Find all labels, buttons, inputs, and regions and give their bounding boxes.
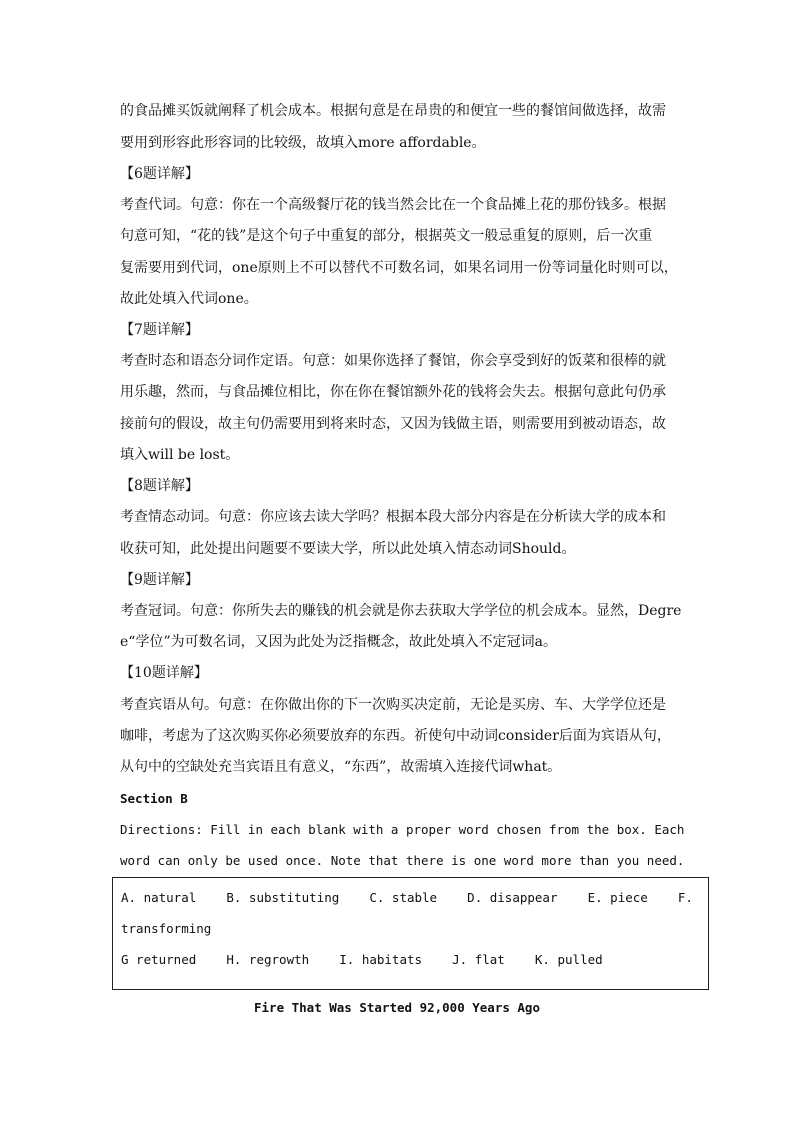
paragraph-line: 的食品摊买饭就阐释了机会成本。根据句意是在昂贵的和便宜一些的餐馆间做选择，故需: [120, 103, 666, 119]
question-9-heading: 【9题详解】: [120, 572, 199, 588]
paragraph-line: 填入will be lost。: [120, 447, 240, 463]
passage-title: Fire That Was Started 92,000 Years Ago: [254, 1000, 540, 1015]
word-box-line: G returned H. regrowth I. habitats J. flat K. pulled: [121, 952, 603, 967]
directions-line: Directions: Fill in each blank with a proper word chosen from the box. Each: [120, 822, 685, 837]
question-8-heading: 【8题详解】: [120, 478, 199, 494]
paragraph-line: 故此处填入代词one。: [120, 291, 258, 307]
paragraph-line: 句意可知，“花的钱”是这个句子中重复的部分，根据英文一般忌重复的原则，后一次重: [120, 228, 653, 244]
question-6-heading: 【6题详解】: [120, 166, 199, 182]
section-title: Section B: [120, 791, 188, 806]
paragraph-line: 考查代词。句意：你在一个高级餐厅花的钱当然会比在一个食品摊上花的那份钱多。根据: [120, 197, 666, 213]
paragraph-line: 收获可知，此处提出问题要不要读大学，所以此处填入情态动词Should。: [120, 541, 576, 557]
question-10-heading: 【10题详解】: [120, 665, 208, 681]
paragraph-line: 用乐趣，然而，与食品摊位相比，你在你在餐馆额外花的钱将会失去。根据句意此句仍承: [120, 384, 666, 400]
directions-line: word can only be used once. Note that there is one word more than you need.: [120, 853, 685, 868]
paragraph-line: 考查宾语从句。句意：在你做出你的下一次购买决定前，无论是买房、车、大学学位还是: [120, 697, 666, 713]
word-box: [112, 877, 709, 990]
paragraph-line: e“学位”为可数名词，又因为此处为泛指概念，故此处填入不定冠词a。: [120, 634, 557, 650]
paragraph-line: 考查冠词。句意：你所失去的赚钱的机会就是你去获取大学学位的机会成本。显然，Degre: [120, 603, 682, 619]
paragraph-line: 复需要用到代词，one原则上不可以替代不可数名词，如果名词用一份等词量化时则可以，: [120, 260, 678, 276]
paragraph-line: 咖啡，考虑为了这次购买你必须要放弃的东西。祈使句中动词consider后面为宾语从句，: [120, 728, 671, 744]
word-box-line: A. natural B. substituting C. stable D. disappear E. piece F.: [121, 890, 693, 905]
word-box-line: transforming: [121, 921, 212, 936]
paragraph-line: 从句中的空缺处充当宾语且有意义，“东西”，故需填入连接代词what。: [120, 759, 562, 775]
paragraph-line: 接前句的假设，故主句仍需要用到将来时态，又因为钱做主语，则需要用到被动语态，故: [120, 416, 666, 432]
paragraph-line: 考查情态动词。句意：你应该去读大学吗？根据本段大部分内容是在分析读大学的成本和: [120, 509, 666, 525]
paragraph-line: 要用到形容此形容词的比较级，故填入more affordable。: [120, 135, 486, 151]
question-7-heading: 【7题详解】: [120, 322, 199, 338]
paragraph-line: 考查时态和语态分词作定语。句意：如果你选择了餐馆，你会享受到好的饭菜和很棒的就: [120, 353, 666, 369]
